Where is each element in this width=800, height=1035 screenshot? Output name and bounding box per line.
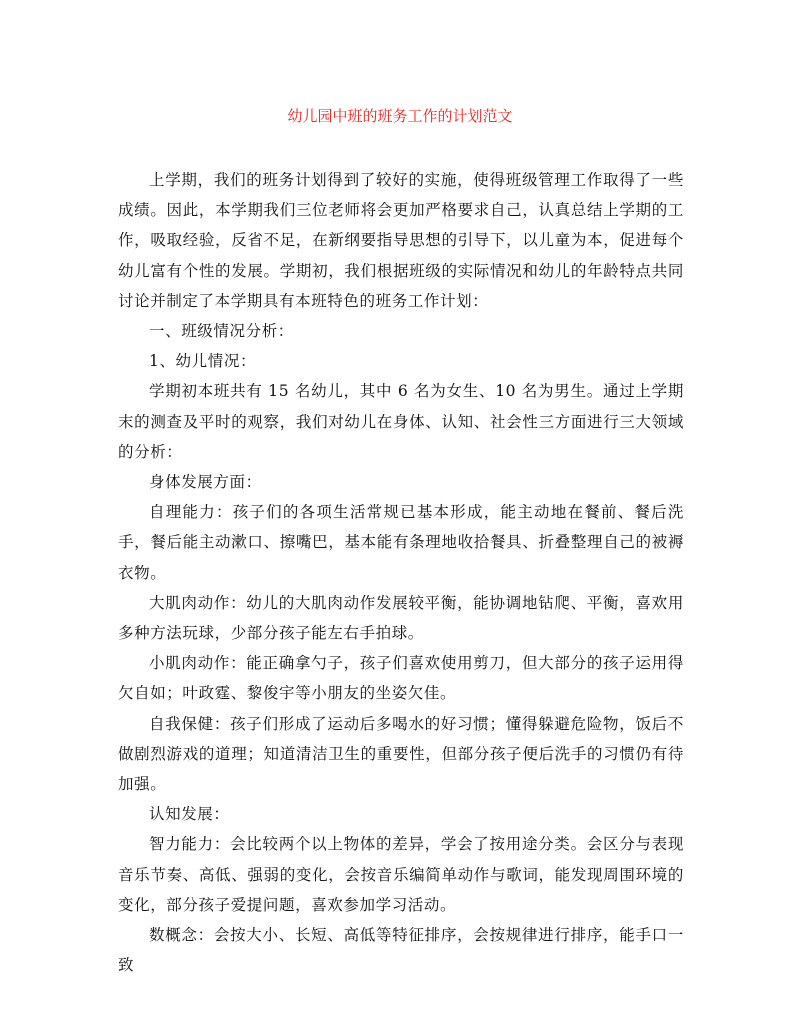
paragraph-intro: 上学期，我们的班务计划得到了较好的实施，使得班级管理工作取得了一些成绩。因此，本学期我们三位老师将会更加严格要求自己，认真总结上学期的工作，吸取经验，反省不足，在新纲要指导思想的引导下，以儿童为本，促进每个幼儿富有个性的发展。学期初，我们根据班级的实际情况和幼儿的年龄特点共同讨论并制定了本学期具有本班特色的班务工作计划： — [118, 171, 684, 310]
section-heading-class-analysis: 一、班级情况分析： — [149, 322, 294, 341]
paragraph-health: 自我保健：孩子们形成了运动后多喝水的好习惯；懂得躲避危险物，饭后不做剧烈游戏的道理；知道清洁卫生的重要性，但部分孩子便后洗手的习惯仍有待加强。 — [118, 714, 684, 794]
document-title: 幼儿园中班的班务工作的计划范文 — [287, 107, 513, 125]
paragraph-children-overview: 学期初本班共有 15 名幼儿，其中 6 名为女生、10 名为男生。通过上学期末的测查及平时的观察，我们对幼儿在身体、认知、社会性三方面进行三大领域的分析： — [118, 382, 684, 461]
paragraph-fine-motor: 小肌肉动作：能正确拿勺子，孩子们喜欢使用剪刀，但大部分的孩子运用得欠自如；叶政霆、黎俊宇等小朋友的坐姿欠佳。 — [118, 654, 684, 703]
paragraph-self-care: 自理能力：孩子们的各项生活常规已基本形成，能主动地在餐前、餐后洗手，餐后能主动漱口、擦嘴巴，基本能有条理地收拾餐具、折叠整理自己的被褥衣物。 — [118, 503, 684, 582]
heading-physical-development: 身体发展方面： — [149, 473, 262, 492]
document-body — [118, 165, 684, 980]
paragraph-intellectual: 智力能力：会比较两个以上物体的差异，学会了按用途分类。会区分与表现音乐节奏、高低、强弱的变化，会按音乐编简单动作与歌词，能发现周围环境的变化，部分孩子爱提问题，喜欢参加学习活动。 — [118, 835, 684, 914]
paragraph-gross-motor: 大肌肉动作：幼儿的大肌肉动作发展较平衡，能协调地钻爬、平衡，喜欢用多种方法玩球，少部分孩子能左右手拍球。 — [118, 593, 684, 643]
heading-cognitive-development: 认知发展： — [149, 805, 230, 824]
subsection-heading-children: 1、幼儿情况： — [149, 352, 257, 371]
paragraph-number-concept: 数概念：会按大小、长短、高低等特征排序，会按规律进行排序，能手口一致 — [118, 926, 684, 975]
